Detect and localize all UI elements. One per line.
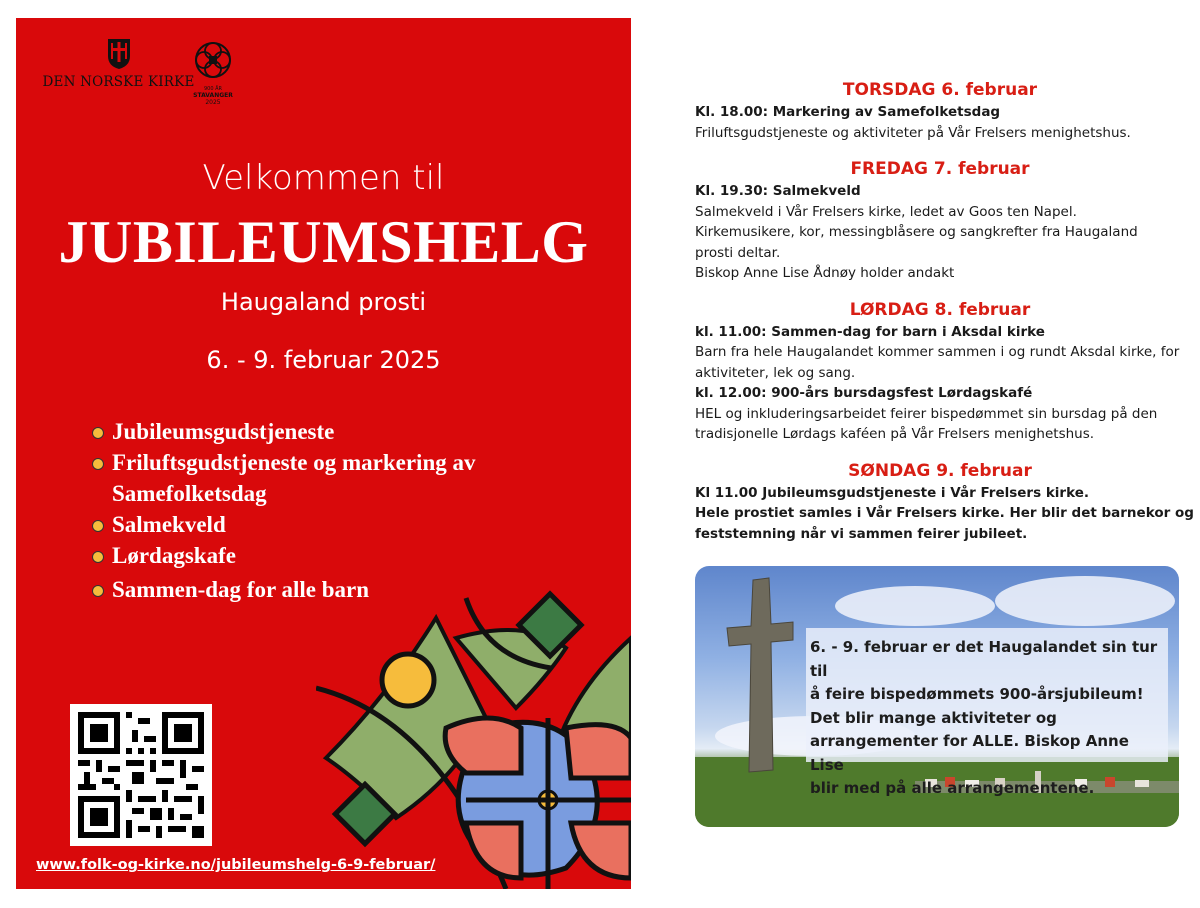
bullet-dot-icon (92, 458, 104, 470)
stone-cross-icon (725, 574, 795, 774)
event-list (90, 416, 476, 605)
day-heading-friday: FREDAG 7. februar (850, 159, 1030, 179)
info-line: blir med på alle arrangementene. (810, 779, 1095, 797)
event-url-link[interactable]: www.folk-og-kirke.no/jubileumshelg-6-9-februar/ (36, 857, 436, 873)
rose-emblem-icon (193, 40, 233, 80)
event-item: Lørdagskafe (90, 540, 476, 571)
church-emblem-icon (107, 38, 131, 70)
bullet-dot-icon (92, 551, 104, 563)
church-logo (36, 38, 201, 90)
program-line: Salmekveld i Vår Frelsers kirke, ledet av Goos ten Napel. (695, 203, 1077, 220)
photo-info-box (806, 628, 1168, 797)
welcome-text: Velkommen til (202, 158, 445, 198)
program-line: Hele prostiet samles i Vår Frelsers kirke. Her blir det barnekor og (695, 505, 1194, 521)
program-line: HEL og inkluderingsarbeidet feirer bispedømmet sin bursdag på den (695, 405, 1158, 422)
day-heading-sunday: SØNDAG 9. februar (848, 460, 1032, 481)
program-line: Friluftsgudstjeneste og aktiviteter på Vår Frelsers menighetshus. (695, 124, 1131, 141)
event-item: Jubileumsgudstjeneste (90, 416, 476, 447)
bullet-dot-icon (92, 427, 104, 439)
poster-dates: 6. - 9. februar 2025 (206, 346, 441, 374)
program-line: aktiviteter, lek og sang. (695, 364, 856, 381)
jubilee-city: STAVANGER (193, 92, 233, 99)
info-line: 6. - 9. februar er det Haugalandet sin tur til (810, 638, 1158, 680)
program-line: prosti deltar. (695, 244, 781, 261)
decorative-pattern (316, 578, 631, 889)
program-line: feststemning når vi sammen feirer jubileet. (695, 525, 1028, 542)
jubilee-years: 900 ÅR (203, 86, 223, 92)
bullet-dot-icon (92, 585, 104, 597)
program-line: Barn fra hele Haugalandet kommer sammen i og rundt Aksdal kirke, for (695, 344, 1180, 360)
day-heading-saturday: LØRDAG 8. februar (849, 299, 1031, 320)
church-name: DEN NORSKE KIRKE (42, 74, 195, 90)
program-line: kl. 11.00: Sammen-dag for barn i Aksdal kirke (695, 323, 1045, 340)
program-line: tradisjonelle Lørdags kaféen på Vår Frelsers menighetshus. (695, 426, 1095, 442)
program-line: kl. 12.00: 900-års bursdagsfest Lørdagskafé (695, 385, 1033, 401)
program-line: Biskop Anne Lise Ådnøy holder andakt (695, 265, 955, 281)
event-item: Salmekveld (90, 509, 476, 540)
event-item: Friluftsgudstjeneste og markering av Samefolketsdag (90, 447, 476, 509)
jubilee-logo (188, 40, 238, 106)
qr-code[interactable] (70, 704, 212, 846)
poster-subtitle: Haugaland prosti (220, 288, 427, 316)
program-line: Kl 11.00 Jubileumsgudstjeneste i Vår Frelsers kirke. (695, 484, 1089, 501)
cross-photo (695, 566, 1179, 827)
program-line: Kl. 19.30: Salmekveld (695, 183, 861, 199)
bullet-dot-icon (92, 520, 104, 532)
program-column (695, 78, 1194, 544)
poster (16, 18, 631, 889)
info-line: arrangementer for ALLE. Biskop Anne Lise (810, 732, 1129, 774)
qr-code-icon (78, 712, 204, 838)
program-line: Kl. 18.00: Markering av Samefolketsdag (695, 104, 1001, 120)
info-line: Det blir mange aktiviteter og (810, 708, 1057, 727)
program-line: Kirkemusikere, kor, messingblåsere og sangkrefter fra Haugaland (695, 224, 1138, 240)
info-line: å feire bispedømmets 900-årsjubileum! (810, 685, 1144, 703)
event-item: Sammen-dag for alle barn (90, 574, 476, 605)
day-heading-thursday: TORSDAG 6. februar (842, 80, 1038, 100)
poster-title: JUBILEUMSHELG (58, 209, 589, 275)
jubilee-year: 2025 (205, 99, 221, 106)
